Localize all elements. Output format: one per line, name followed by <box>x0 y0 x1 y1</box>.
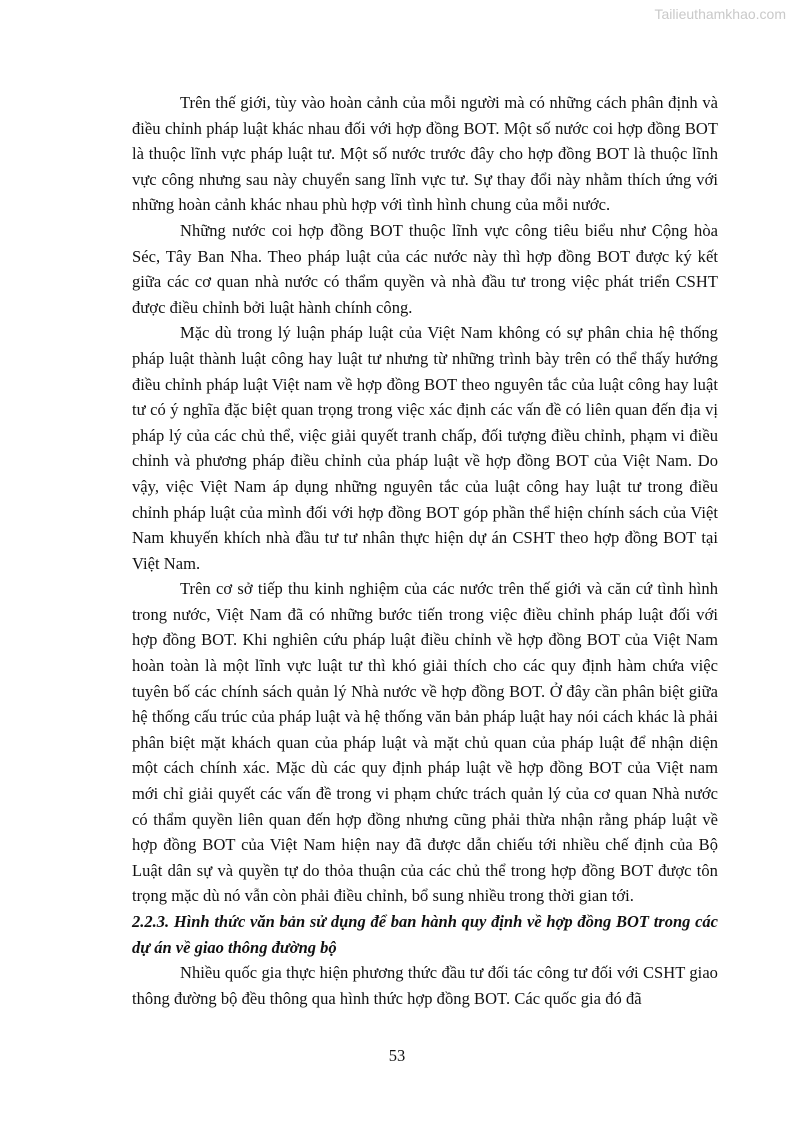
paragraph-2: Những nước coi hợp đồng BOT thuộc lĩnh vực công tiêu biểu như Cộng hòa Séc, Tây Ban Nha. Theo pháp luật của các nước này thì hợp đồng BOT được ký kết giữa các cơ quan nhà nước có thẩm quyền và nhà đầu tư trong việc phát triển CSHT được điều chỉnh bởi luật hành chính công. <box>132 220 718 317</box>
section-heading: 2.2.3. Hình thức văn bản sử dụng để ban hành quy định về hợp đồng BOT trong các dự án về giao thông đường bộ <box>132 912 718 957</box>
watermark: Tailieuthamkhao.com <box>654 6 786 22</box>
page-number: 53 <box>388 1046 406 1065</box>
document-body <box>132 90 718 1011</box>
paragraph-3: Mặc dù trong lý luận pháp luật của Việt Nam không có sự phân chia hệ thống pháp luật thành luật công hay luật tư nhưng từ những trình bày trên có thể thấy hướng điều chỉnh pháp luật Việt nam về hợp đồng BOT theo nguyên tắc của luật công hay luật tư có ý nghĩa đặc biệt quan trọng trong việc xác định các vấn đề có liên quan đến địa vị pháp lý của các chủ thể, việc giải quyết tranh chấp, đối tượng điều chỉnh, phạm vi điều chỉnh và phương pháp điều chỉnh của pháp luật về hợp đồng BOT của Việt Nam. Do vậy, việc Việt Nam áp dụng những nguyên tắc của luật công hay luật tư trong điều chỉnh pháp luật của mình đối với hợp đồng BOT góp phần thể hiện chính sách của Việt Nam khuyến khích nhà đầu tư tư nhân thực hiện dự án CSHT theo hợp đồng BOT tại Việt Nam. <box>132 323 718 573</box>
paragraph-4: Trên cơ sở tiếp thu kinh nghiệm của các nước trên thế giới và căn cứ tình hình trong nước, Việt Nam đã có những bước tiến trong việc điều chỉnh pháp luật đối với hợp đồng BOT. Khi nghiên cứu pháp luật điều chỉnh về hợp đồng BOT của Việt Nam hoàn toàn là một lĩnh vực luật tư thì khó giải thích cho các quy định hàm chứa việc tuyên bố các chính sách quản lý Nhà nước về hợp đồng BOT. Ở đây cần phân biệt giữa hệ thống cấu trúc của pháp luật và hệ thống văn bản pháp luật hay nói cách khác là phải phân biệt mặt khách quan của pháp luật và mặt chủ quan của pháp luật để nhận diện một cách chính xác. Mặc dù các quy định pháp luật về hợp đồng BOT của Việt nam mới chỉ giải quyết các vấn đề trong vi phạm chức trách quản lý của cơ quan Nhà nước có thẩm quyền liên quan đến hợp đồng nhưng cũng phải thừa nhận rằng pháp luật về hợp đồng BOT của Việt Nam hiện nay đã được dẫn chiếu tới nhiều chế định của Bộ Luật dân sự và quyền tự do thỏa thuận của các chủ thể trong hợp đồng BOT được tôn trọng mặc dù nó vẫn còn phải điều chỉnh, bổ sung nhiều trong thời gian tới. <box>132 579 718 906</box>
paragraph-1: Trên thế giới, tùy vào hoàn cảnh của mỗi người mà có những cách phân định và điều chỉnh pháp luật khác nhau đối với hợp đồng BOT. Một số nước coi hợp đồng BOT là thuộc lĩnh vực pháp luật tư. Một số nước trước đây cho hợp đồng BOT là thuộc lĩnh vực công nhưng sau này chuyển sang lĩnh vực tư. Sự thay đổi này nhằm thích ứng với những hoàn cảnh khác nhau phù hợp với tình hình chung của mỗi nước. <box>132 93 718 215</box>
paragraph-5: Nhiều quốc gia thực hiện phương thức đầu tư đối tác công tư đối với CSHT giao thông đường bộ đều thông qua hình thức hợp đồng BOT. Các quốc gia đó đã <box>132 963 718 1008</box>
